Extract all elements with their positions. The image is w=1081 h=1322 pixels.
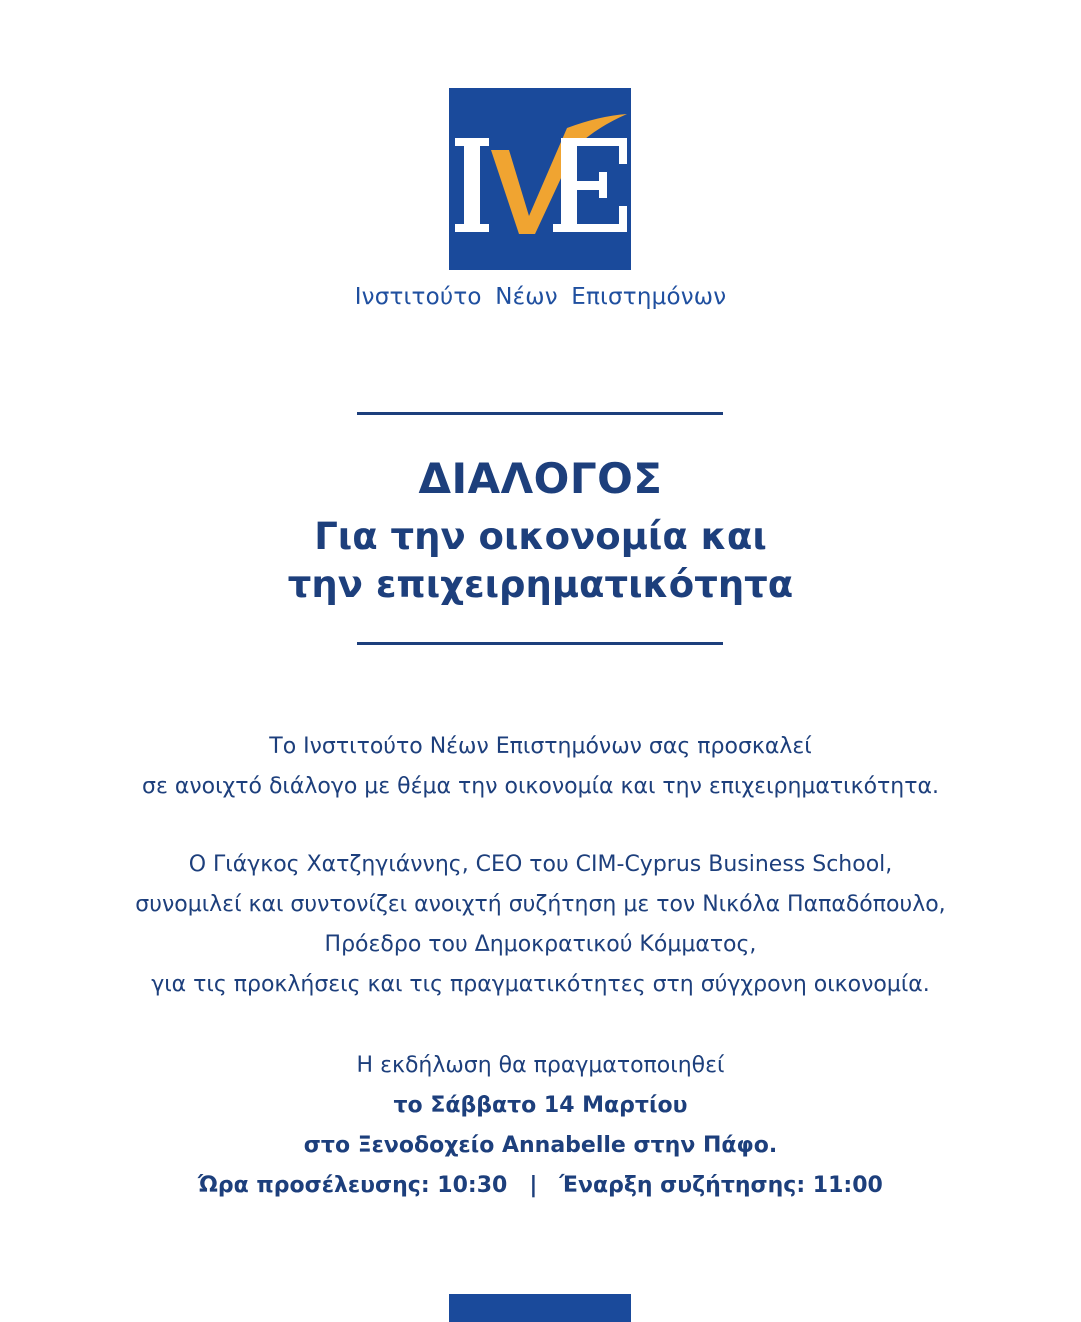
logo bbox=[449, 88, 631, 270]
headline-title: ΔΙΑΛΟΓΟΣ bbox=[418, 454, 663, 503]
invitation-paragraph bbox=[0, 727, 1081, 807]
event-times bbox=[0, 1166, 1081, 1206]
invitation-line: σε ανοιχτό διάλογο με θέμα την οικονομία και την επιχειρηματικότητα. bbox=[142, 774, 939, 799]
divider-bottom bbox=[357, 642, 723, 645]
speaker-paragraph bbox=[0, 845, 1081, 1005]
headline-subtitle-line2: την επιχειρηματικότητα bbox=[287, 563, 794, 606]
invitation-line: Το Ινστιτούτο Νέων Επιστημόνων σας προσκαλεί bbox=[269, 734, 812, 759]
arrival-time: Ώρα προσέλευσης: 10:30 bbox=[198, 1173, 508, 1198]
event-date: το Σάββατο 14 Μαρτίου bbox=[393, 1093, 688, 1118]
event-details bbox=[0, 1046, 1081, 1206]
logo-monogram bbox=[449, 88, 631, 270]
event-venue: στο Ξενοδοχείο Annabelle στην Πάφο. bbox=[303, 1133, 778, 1158]
bottom-accent-bar bbox=[449, 1294, 631, 1322]
event-intro: Η εκδήλωση θα πραγματοποιηθεί bbox=[356, 1053, 725, 1078]
speaker-line: Πρόεδρο του Δημοκρατικού Κόμματος, bbox=[324, 932, 757, 957]
headline-subtitle-line1: Για την οικονομία και bbox=[314, 515, 767, 558]
divider-top bbox=[357, 412, 723, 415]
start-time: Έναρξη συζήτησης: 11:00 bbox=[559, 1173, 883, 1198]
org-name: Ινστιτούτο Νέων Επιστημόνων bbox=[354, 284, 727, 310]
speaker-line: συνομιλεί και συντονίζει ανοιχτή συζήτηση με τον Νικόλα Παπαδόπουλο, bbox=[135, 892, 946, 917]
speaker-line: Ο Γιάγκος Χατζηγιάννης, CEO του CIM-Cyprus Business School, bbox=[188, 852, 893, 877]
time-separator: | bbox=[529, 1173, 538, 1198]
speaker-line: για τις προκλήσεις και τις πραγματικότητες στη σύγχρονη οικονομία. bbox=[151, 972, 930, 997]
